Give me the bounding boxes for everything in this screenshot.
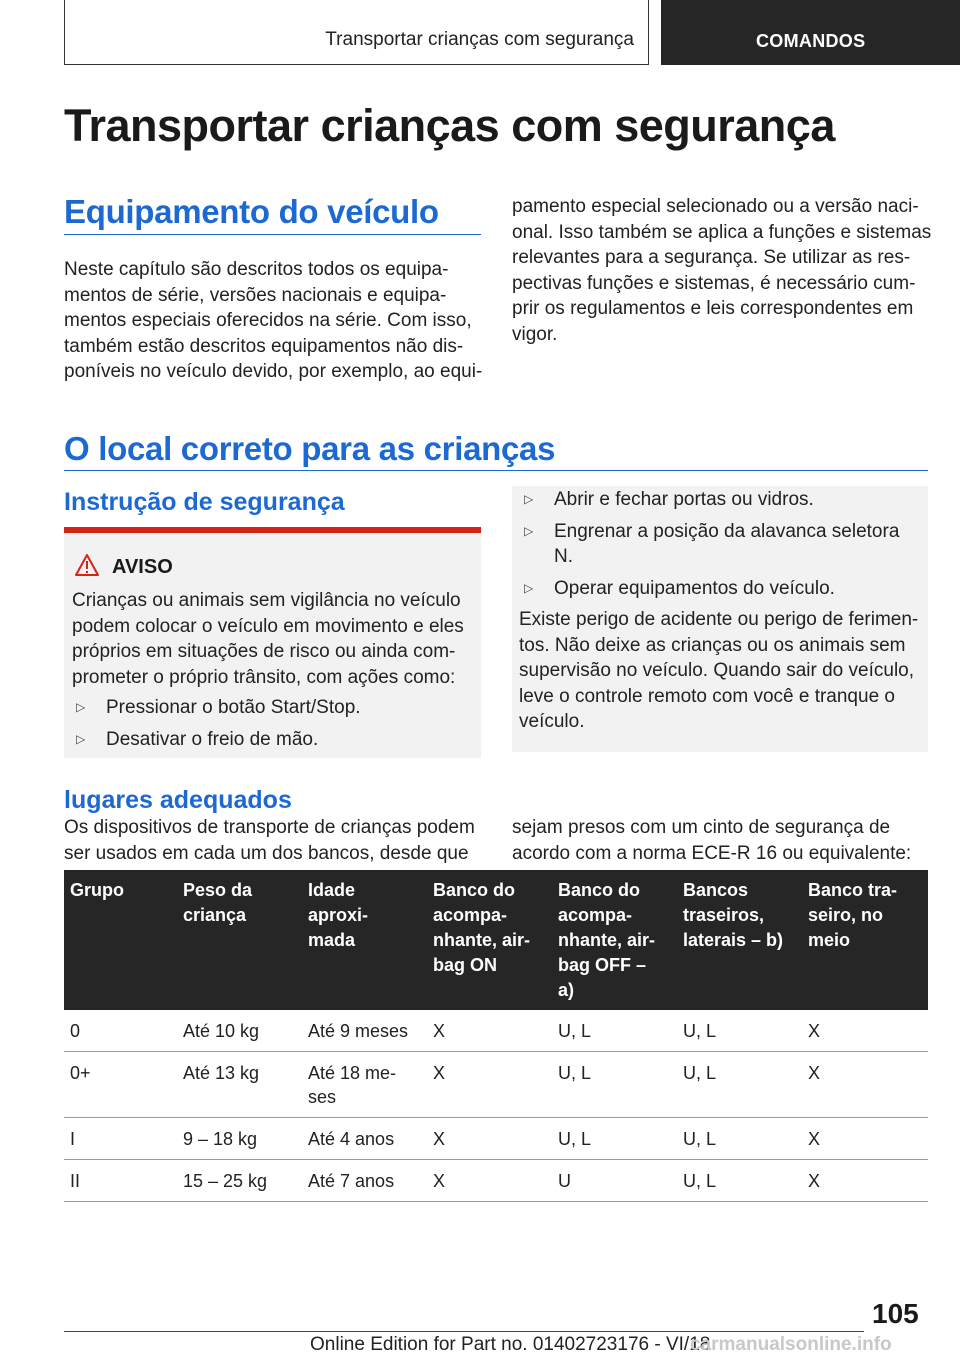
warning-text: [72, 588, 464, 690]
table-cell: U, L: [552, 1052, 677, 1118]
table-row: [64, 1010, 928, 1052]
table-cell: X: [427, 1118, 552, 1160]
text-line: pamento especial selecionado ou a versão naci-: [512, 196, 919, 217]
table-cell: 9 – 18 kg: [177, 1118, 302, 1160]
header-line: seiro, no: [808, 905, 884, 925]
table-cell: X: [802, 1052, 928, 1118]
header-line: nhante, air-: [558, 930, 656, 950]
column-header: [177, 870, 302, 1010]
table-cell: U, L: [552, 1010, 677, 1052]
text-line: podem colocar o veículo em movimento e eles: [72, 615, 464, 637]
heading-equipamento: Equipamento do veículo: [64, 193, 439, 230]
column-header: [802, 870, 928, 1010]
column-header: [427, 870, 552, 1010]
text-line: Neste capítulo são descritos todos os equipa-: [64, 259, 449, 280]
column-header: [677, 870, 802, 1010]
table-cell: U, L: [677, 1118, 802, 1160]
section-tab-label: Transportar crianças com segurança: [325, 29, 634, 50]
table-cell: Até 4 anos: [302, 1118, 427, 1160]
table-cell: I: [64, 1118, 177, 1160]
subheading-instrucao: Instrução de segurança: [64, 488, 345, 516]
text-line: Os dispositivos de transporte de crianças podem: [64, 817, 475, 838]
bullet-triangle-icon: ▷: [76, 700, 86, 714]
list-item: ▷ Pressionar o botão Start/Stop.: [106, 695, 361, 721]
text-line: também estão descritos equipamentos não dis-: [64, 335, 464, 357]
page-title: Transportar crianças com segurança: [64, 100, 835, 151]
header-line: laterais – b): [683, 930, 784, 950]
header-line: nhante, air-: [433, 930, 531, 950]
seats-text-left: [64, 815, 475, 866]
text-line: próprios em situações de risco ou ainda com-: [72, 641, 456, 662]
edition-text: Online Edition for Part no. 01402723176 - VI/18: [310, 1334, 711, 1355]
list-item: ▷ Operar equipamentos do veículo.: [554, 576, 835, 602]
bullet-triangle-icon: ▷: [524, 581, 534, 595]
table-cell: X: [427, 1160, 552, 1202]
warning-closing-text: [519, 607, 918, 735]
header-line: Banco tra-: [808, 880, 898, 900]
table-cell: U, L: [677, 1160, 802, 1202]
heading-rule: [64, 234, 481, 235]
text-line: relevantes para a segurança. Se utilizar as res-: [512, 247, 911, 268]
heading-local-correto: O local correto para as crianças: [64, 430, 556, 467]
text-line: veículo.: [519, 711, 585, 732]
text-line: vigor.: [512, 323, 558, 345]
warning-label: AVISO: [112, 556, 173, 578]
header-line: traseiros,: [683, 905, 765, 925]
table-cell: Até 13 kg: [177, 1052, 302, 1118]
header-line: aproxi-: [308, 905, 369, 925]
table-cell: X: [427, 1010, 552, 1052]
header-line: bag ON: [433, 955, 498, 975]
child-seat-table: [64, 870, 928, 1202]
text-line: mentos especiais oferecidos na série. Com isso,: [64, 310, 472, 331]
chapter-tab-label: COMANDOS: [756, 31, 866, 51]
column-header: [302, 870, 427, 1010]
text-line: supervisão no veículo. Quando sair do veículo,: [519, 660, 915, 681]
text-line: mentos de série, versões nacionais e equipa-: [64, 284, 447, 306]
page-number: 105: [872, 1298, 919, 1329]
column-header: [64, 870, 177, 1010]
header-line: Banco do: [558, 880, 641, 900]
seats-text-right: [512, 815, 911, 866]
table-cell: U: [552, 1160, 677, 1202]
list-item: ▷ Abrir e fechar portas ou vidros.: [554, 487, 814, 513]
table-cell: U, L: [552, 1118, 677, 1160]
intro-text-left: [64, 257, 482, 385]
header-line: bag OFF –: [558, 955, 647, 975]
section-tab: [64, 0, 649, 65]
table-cell: Até 18 me- ses: [302, 1052, 427, 1118]
table-cell: Até 7 anos: [302, 1160, 427, 1202]
subheading-lugares: lugares adequados: [64, 786, 292, 814]
table-cell: X: [802, 1160, 928, 1202]
bullet-triangle-icon: ▷: [524, 524, 534, 538]
text-line: prometer o próprio trânsito, com ações como:: [72, 666, 456, 688]
bullet-triangle-icon: ▷: [524, 492, 534, 506]
table-body: [64, 1010, 928, 1202]
table-cell: II: [64, 1160, 177, 1202]
watermark: carmanualsonline.info: [690, 1334, 892, 1355]
table-cell: X: [802, 1118, 928, 1160]
header-line: meio: [808, 930, 851, 950]
list-item: ▷ Engrenar a posição da alavanca seletora: [554, 519, 899, 545]
table-row: [64, 1118, 928, 1160]
table-row: [64, 1052, 928, 1118]
text-line: Crianças ou animais sem vigilância no veículo: [72, 590, 461, 611]
intro-text-right: [512, 194, 931, 347]
header-line: acompa-: [558, 905, 633, 925]
header-line: Peso da: [183, 880, 253, 900]
text-line: leve o controle remoto com você e tranque o: [519, 685, 895, 707]
header-line: acompa-: [433, 905, 508, 925]
table-row: [64, 1160, 928, 1202]
table-cell: 15 – 25 kg: [177, 1160, 302, 1202]
header-line: Bancos: [683, 880, 749, 900]
header-line: Banco do: [433, 880, 516, 900]
table-cell: 0: [64, 1010, 177, 1052]
header-line: Grupo: [70, 880, 124, 900]
list-item-continuation: N.: [554, 546, 573, 567]
text-line: prir os regulamentos e leis correspondentes em: [512, 298, 914, 319]
header-line: Idade: [308, 880, 356, 900]
warning-triangle-icon: [74, 553, 100, 577]
table-cell: U, L: [677, 1052, 802, 1118]
table-cell: U, L: [677, 1010, 802, 1052]
table-cell: Até 9 meses: [302, 1010, 427, 1052]
text-line: Existe perigo de acidente ou perigo de ferimen-: [519, 609, 919, 630]
header-line: mada: [308, 930, 356, 950]
chapter-tab: [661, 0, 960, 65]
list-item: ▷ Desativar o freio de mão.: [106, 727, 318, 753]
text-line: ser usados em cada um dos bancos, desde que: [64, 842, 469, 864]
bullet-triangle-icon: ▷: [76, 732, 86, 746]
text-line: pectivas funções e sistemas, é necessário cum-: [512, 272, 916, 294]
footer-rule: [64, 1331, 864, 1332]
table-cell: X: [802, 1010, 928, 1052]
table-cell: X: [427, 1052, 552, 1118]
text-line: tos. Não deixe as crianças ou os animais sem: [519, 634, 906, 656]
table-cell: 0+: [64, 1052, 177, 1118]
heading-rule: [64, 470, 928, 471]
text-line: onal. Isso também se aplica a funções e sistemas: [512, 221, 932, 243]
table-header-row: [64, 870, 928, 1010]
text-line: acordo com a norma ECE-R 16 ou equivalente:: [512, 842, 912, 864]
text-line: poníveis no veículo devido, por exemplo, ao equi-: [64, 361, 483, 382]
table-cell: Até 10 kg: [177, 1010, 302, 1052]
text-line: sejam presos com um cinto de segurança de: [512, 817, 891, 838]
column-header: [552, 870, 677, 1010]
header-line: a): [558, 980, 575, 1000]
header-line: criança: [183, 905, 247, 925]
